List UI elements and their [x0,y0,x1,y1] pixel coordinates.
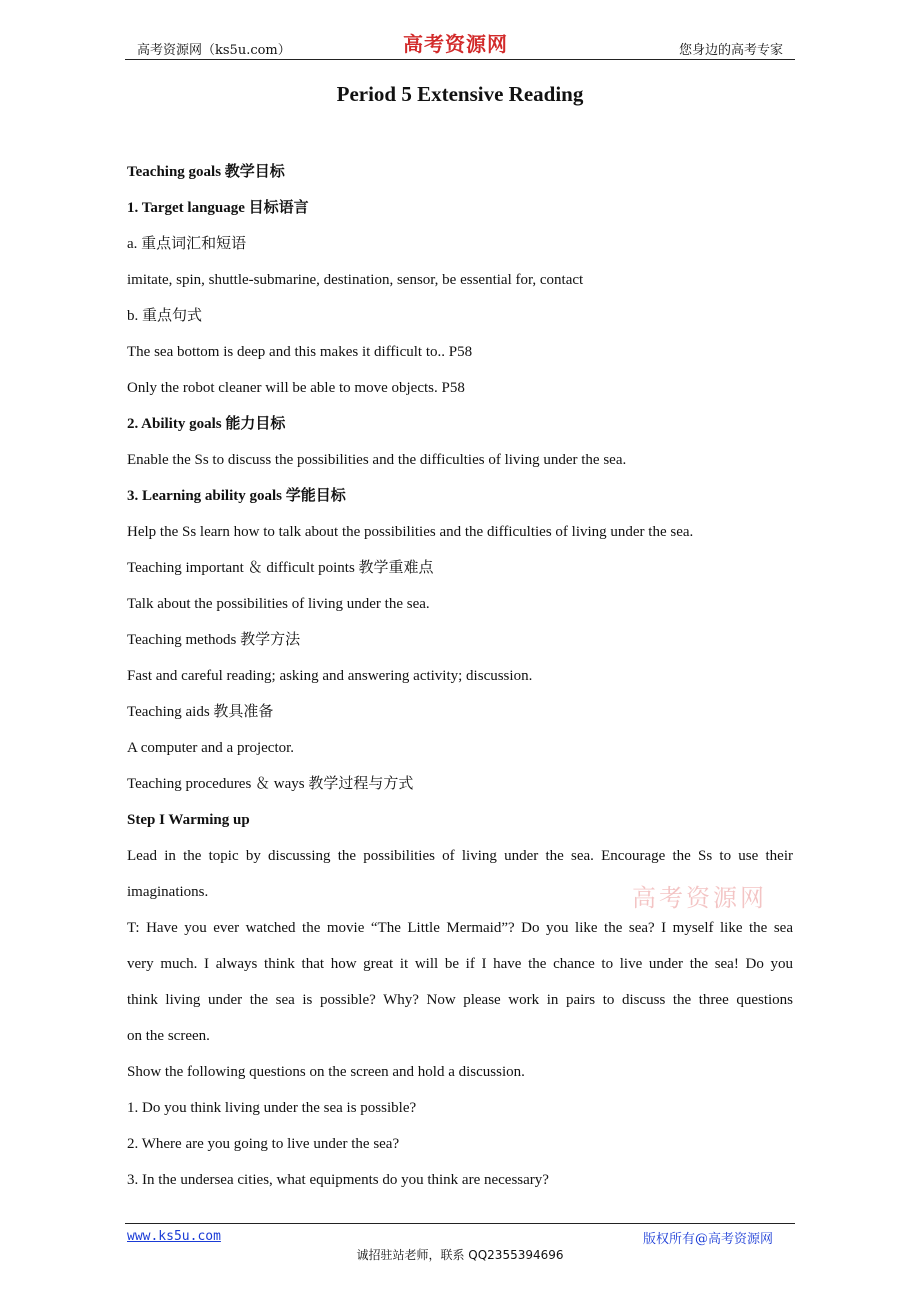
question-3: 3. In the undersea cities, what equipments do you think are necessary? [127,1172,549,1188]
teacher-talk-line-4: on the screen. [127,1028,210,1044]
footer-contact: 诚招驻站老师，联系 QQ2355394696 [356,1248,564,1262]
heading-learning-ability-goals: 3. Learning ability goals 学能目标 [127,488,346,504]
step-1-paragraph-line-2: imaginations. [127,884,209,900]
teacher-talk-line-3: think living under the sea is possible? Why? Now please work in pairs to discuss the three questions [127,992,793,1008]
question-2: 2. Where are you going to live under the sea? [127,1136,400,1152]
important-points-text: Talk about the possibilities of living under the sea. [127,596,430,612]
footer-link[interactable]: www.ks5u.com [127,1229,221,1244]
heading-important-points: Teaching important ＆ difficult points 教学重难点 [127,560,434,576]
heading-teaching-procedures: Teaching procedures ＆ ways 教学过程与方式 [127,776,414,792]
header-logo: 高考资源网 [403,32,508,56]
vocabulary-list: imitate, spin, shuttle-submarine, destination, sensor, be essential for, contact [127,272,584,288]
heading-ability-goals: 2. Ability goals 能力目标 [127,416,286,432]
watermark: 高考资源网 [632,884,767,912]
teacher-talk-line-2: very much. I always think that how great it will be if I have the chance to live under the sea! Do you [127,956,793,972]
subheading-sentences: b. 重点句式 [127,308,203,324]
instruction-text: Show the following questions on the screen and hold a discussion. [127,1064,525,1080]
page-header [125,28,795,60]
page-footer [125,1223,795,1262]
document-title: Period 5 Extensive Reading [336,82,584,106]
header-slogan: 您身边的高考专家 [678,43,783,58]
heading-teaching-goals: Teaching goals 教学目标 [127,164,285,180]
teacher-talk-line-1: T: Have you ever watched the movie “The Little Mermaid”? Do you like the sea? I myself like the sea [127,920,793,936]
teaching-methods-text: Fast and careful reading; asking and answering activity; discussion. [127,668,533,684]
sentence-1: The sea bottom is deep and this makes it difficult to.. P58 [127,344,473,360]
question-1: 1. Do you think living under the sea is possible? [127,1100,417,1116]
subheading-vocabulary: a. 重点词汇和短语 [127,236,247,252]
heading-target-language: 1. Target language 目标语言 [127,200,309,216]
footer-copyright: 版权所有@高考资源网 [642,1232,773,1247]
header-site-name: 高考资源网（ks5u.com） [137,43,291,58]
teaching-aids-text: A computer and a projector. [127,740,295,756]
heading-teaching-methods: Teaching methods 教学方法 [127,632,301,648]
heading-step-1: Step I Warming up [127,812,250,828]
step-1-paragraph-line-1: Lead in the topic by discussing the possibilities of living under the sea. Encourage the Ss to use their [127,848,793,864]
ability-goals-text: Enable the Ss to discuss the possibilities and the difficulties of living under the sea. [127,452,627,468]
learning-ability-text: Help the Ss learn how to talk about the possibilities and the difficulties of living under the sea. [127,524,694,540]
heading-teaching-aids: Teaching aids 教具准备 [127,704,274,720]
sentence-2: Only the robot cleaner will be able to move objects. P58 [127,380,465,396]
